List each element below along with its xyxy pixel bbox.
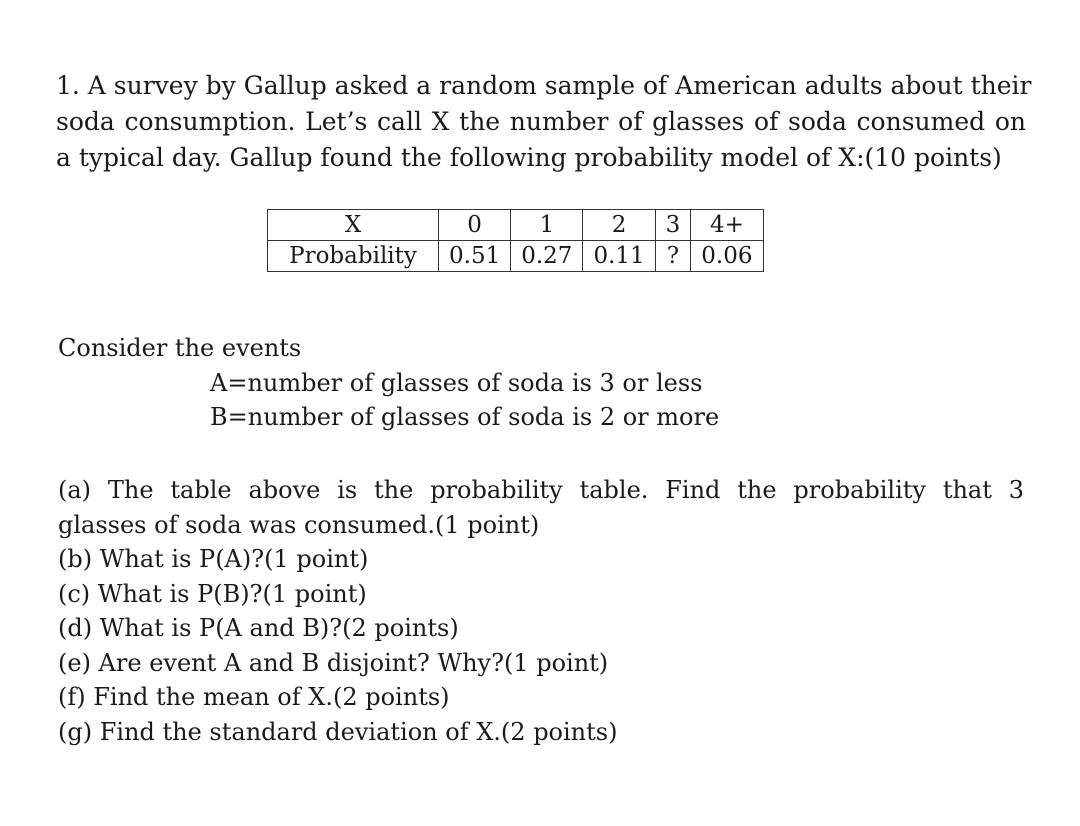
intro-line-2: soda consumption. Let’s call X the number of glasses of soda consumed on [56,107,1026,136]
event-a: A=number of glasses of soda is 3 or less [210,369,703,397]
events-list [210,366,719,434]
table-cell-x-1: 1 [511,210,583,241]
table-cell-p-3: ? [655,241,691,272]
intro-line-3: a typical day. Gallup found the following probability model of X:(10 points) [56,143,1002,172]
consider-heading: Consider the events [58,334,302,362]
question-b: (b) What is P(A)?(1 point) [58,545,369,573]
table-header-probability: Probability [268,241,439,272]
probability-table [267,209,764,272]
question-f: (f) Find the mean of X.(2 points) [58,683,450,711]
question-list [58,473,1024,749]
table-cell-x-0: 0 [439,210,511,241]
question-a-line-1: (a) The table above is the probability table. Find the probability that 3 [58,476,1024,504]
intro-line-1: 1. A survey by Gallup asked a random sample of American adults about their [56,71,1032,100]
table-header-x: X [268,210,439,241]
table-cell-x-3: 3 [655,210,691,241]
table-cell-x-2: 2 [583,210,655,241]
table-cell-p-4: 0.06 [691,241,763,272]
table-cell-p-2: 0.11 [583,241,655,272]
question-g: (g) Find the standard deviation of X.(2 points) [58,717,618,746]
table-cell-p-1: 0.27 [511,241,583,272]
question-d: (d) What is P(A and B)?(2 points) [58,614,459,642]
question-c: (c) What is P(B)?(1 point) [58,579,367,608]
question-a-line-2: glasses of soda was consumed.(1 point) [58,510,540,539]
table-row-x [268,210,764,241]
table-row-probability [268,241,764,272]
question-e: (e) Are event A and B disjoint? Why?(1 point) [58,648,609,677]
table-cell-p-0: 0.51 [439,241,511,272]
event-b: B=number of glasses of soda is 2 or more [210,403,720,431]
problem-intro [56,68,1032,176]
table-cell-x-4: 4+ [691,210,763,241]
